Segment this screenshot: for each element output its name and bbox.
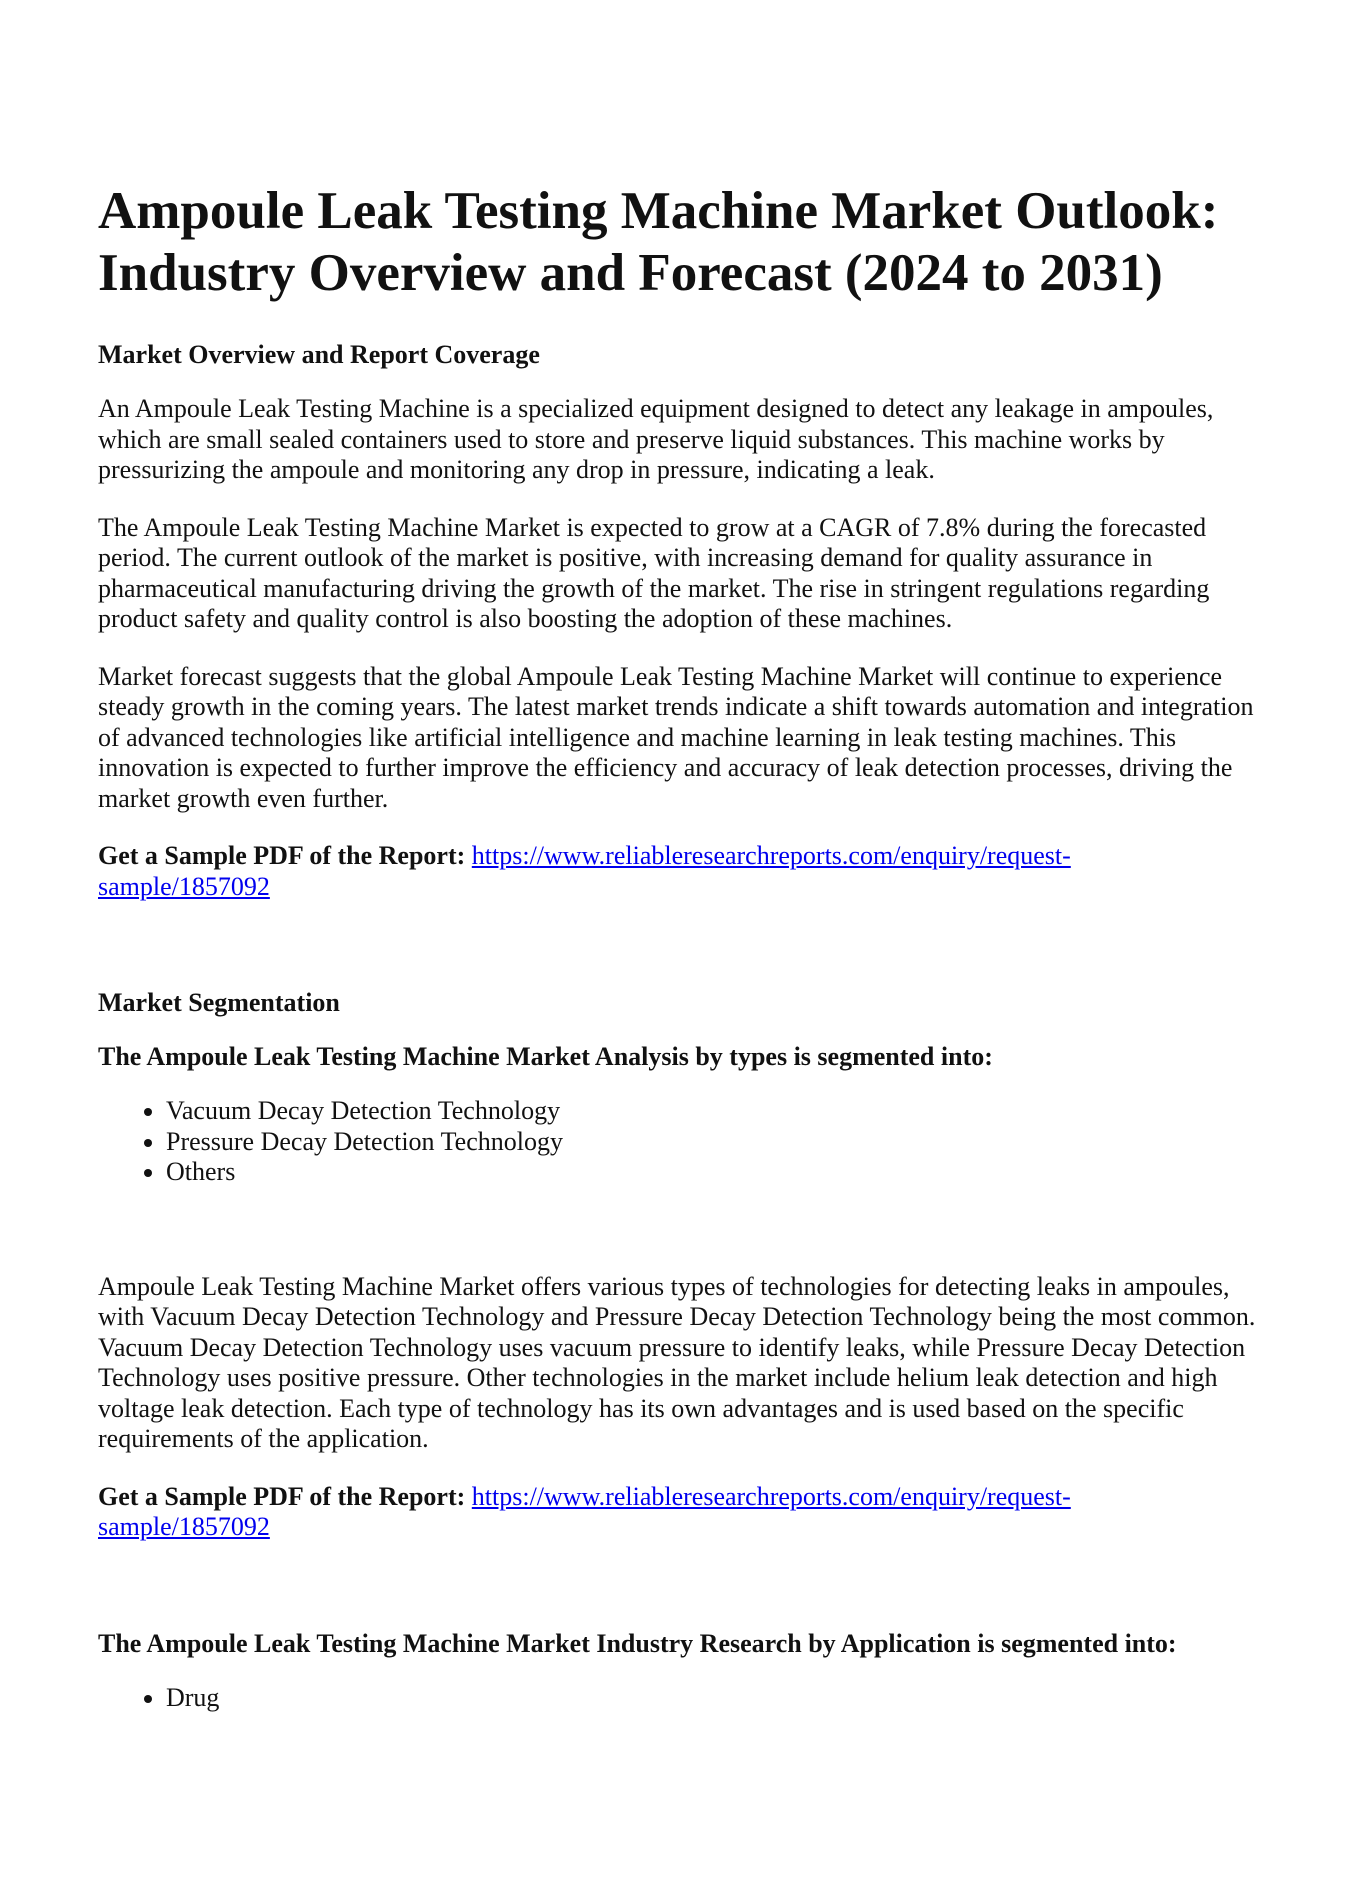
sample-pdf-cta-1 [98, 841, 1258, 902]
sample-pdf-link-part-2: sample/1857092 [98, 1512, 270, 1541]
list-item: • Pressure Decay Detection Technology [166, 1127, 1258, 1158]
sample-pdf-label: Get a Sample PDF of the Report: [98, 1481, 466, 1511]
sample-pdf-cta-2 [98, 1482, 1258, 1543]
overview-paragraph-1: An Ampoule Leak Testing Machine is a specialized equipment designed to detect any leakage in ampoules, which are small sealed containers used to store and preserve liquid substances. This machine works by pressurizing the ampoule and monitoring any drop in pressure, indicating a leak. [98, 394, 1214, 484]
sample-pdf-link-part-1: https://www.reliableresearchreports.com/enquiry/request- [471, 1481, 1071, 1511]
sample-pdf-link-part-2: sample/1857092 [98, 871, 270, 901]
overview-paragraph-3: Market forecast suggests that the global Ampoule Leak Testing Machine Market will continue to experience steady growth in the coming years. The latest market trends indicate a shift towards automation and integration of advanced technologies like artificial intelligence and machine learning in leak testing machines. This innovation is expected to further improve the efficiency and accuracy of leak detection processes, driving the market growth even further. [98, 661, 1254, 813]
applications-list [98, 1683, 1258, 1714]
types-paragraph: Ampoule Leak Testing Machine Market offers various types of technologies for detecting leaks in ampoules, with Vacuum Decay Detection Technology and Pressure Decay Detection Technology being the most common. Vacuum Decay Detection Technology uses vacuum pressure to identify leaks, while Pressure Decay Detection Technology uses positive pressure. Other technologies in the market include helium leak detection and high voltage leak detection. Each type of technology has its own advantages and is used based on the specific requirements of the application. [98, 1271, 1256, 1453]
sample-pdf-link-part-1: https://www.reliableresearchreports.com/enquiry/request- [471, 841, 1071, 870]
application-heading: The Ampoule Leak Testing Machine Market Industry Research by Application is segmented into: [98, 1628, 1177, 1658]
document-page [98, 180, 1258, 1713]
overview-heading: Market Overview and Report Coverage [98, 340, 540, 369]
types-list [98, 1096, 1258, 1188]
list-item: • Vacuum Decay Detection Technology [166, 1096, 1258, 1127]
overview-paragraph-2: The Ampoule Leak Testing Machine Market is expected to grow at a CAGR of 7.8% during the forecasted period. The current outlook of the market is positive, with increasing demand for quality assurance in pharmaceutical manufacturing driving the growth of the market. The rise in stringent regulations regarding product safety and quality control is also boosting the adoption of these machines. [98, 512, 1210, 633]
list-item: • Others [166, 1157, 1258, 1188]
page-title: Ampoule Leak Testing Machine Market Outlook: Industry Overview and Forecast (2024 to 2031) [98, 182, 1219, 302]
list-item: • Drug [166, 1683, 1258, 1714]
types-heading: The Ampoule Leak Testing Machine Market Analysis by types is segmented into: [98, 1042, 993, 1071]
sample-pdf-label: Get a Sample PDF of the Report: [98, 841, 466, 870]
segmentation-heading: Market Segmentation [98, 988, 340, 1017]
